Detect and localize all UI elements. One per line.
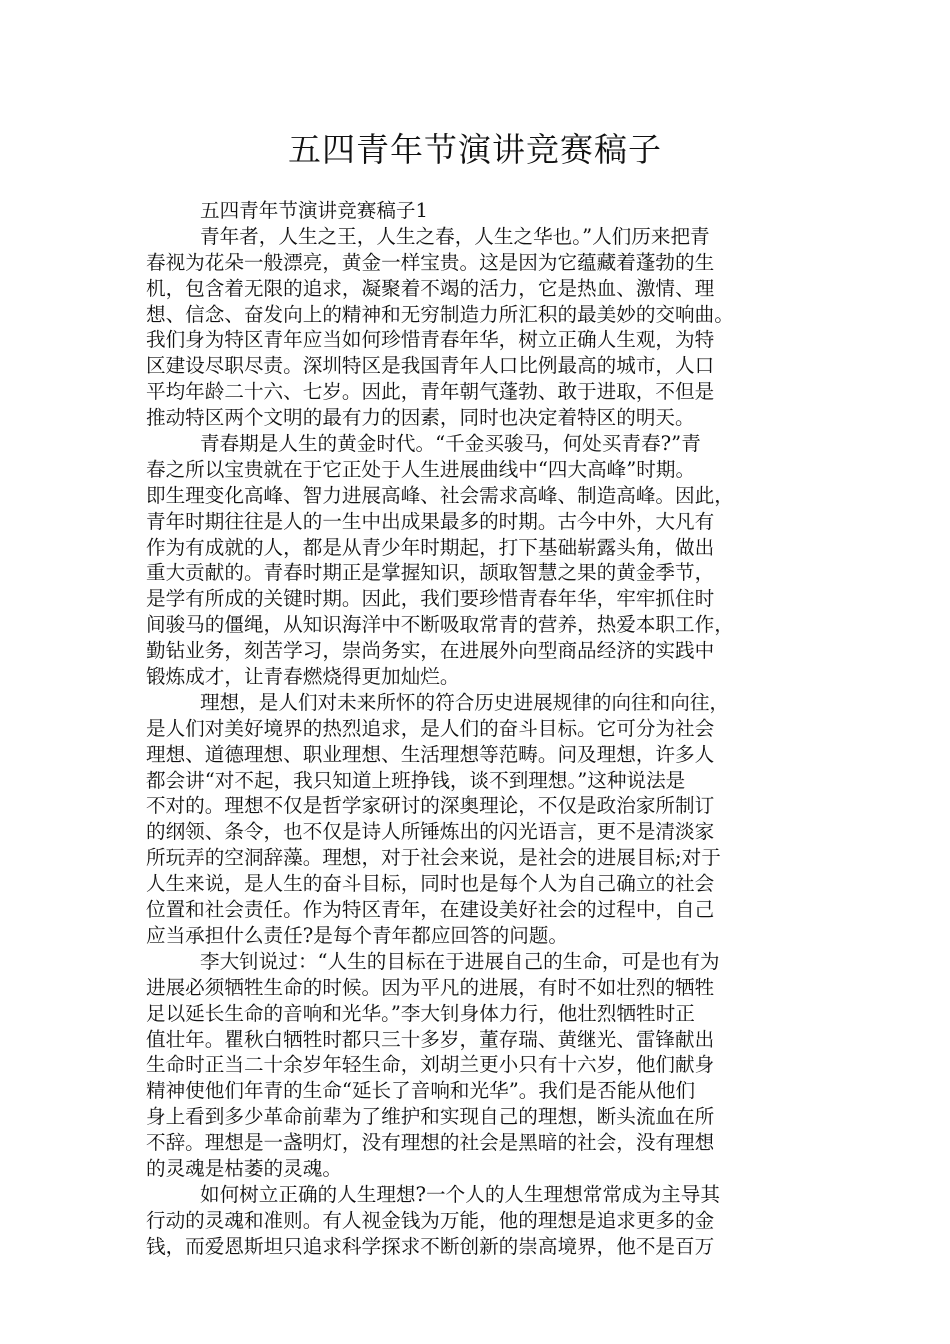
section-heading: 五四青年节演讲竞赛稿子1 (200, 199, 428, 222)
text-line: 推动特区两个文明的最有力的因素，同时也决定着特区的明天。 (146, 406, 695, 430)
text-line: 即生理变化高峰、智力进展高峰、社会需求高峰、制造高峰。因此， (146, 483, 734, 507)
text-line: 是人们对美好境界的热烈追求，是人们的奋斗目标。它可分为社会 (146, 716, 715, 740)
text-line: 的灵魂是枯萎的灵魂。 (146, 1156, 342, 1180)
text-line: 我们身为特区青年应当如何珍惜青春年华，树立正确人生观，为特 (146, 328, 715, 352)
text-line: 足以延长生命的音响和光华。”李大钊身体力行，他壮烈牺牲时正 (146, 1001, 695, 1025)
text-line: 是学有所成的关键时期。因此，我们要珍惜青春年华，牢牢抓住时 (146, 587, 715, 611)
text-line: 位置和社会责任。作为特区青年，在建设美好社会的过程中，自己 (146, 898, 715, 922)
text-line: 青年时期往往是人的一生中出成果最多的时期。古今中外，大凡有 (146, 509, 715, 533)
text-line: 李大钊说过：“人生的目标在于进展自己的生命，可是也有为 (200, 949, 720, 973)
text-line: 春之所以宝贵就在于它正处于人生进展曲线中“四大高峰”时期。 (146, 457, 696, 481)
text-line: 勤钻业务，刻苦学习，崇尚务实，在进展外向型商品经济的实践中 (146, 639, 715, 663)
text-line: 的纲领、条令，也不仅是诗人所锤炼出的闪光语言，更不是清淡家 (146, 820, 715, 844)
text-line: 钱，而爱恩斯坦只追求科学探求不断创新的崇高境界，他不是百万 (146, 1234, 715, 1258)
text-line: 区建设尽职尽责。深圳特区是我国青年人口比例最高的城市，人口 (146, 354, 715, 378)
text-line: 间骏马的僵绳，从知识海洋中不断吸取常青的营养，热爱本职工作， (146, 613, 734, 637)
text-line: 行动的灵魂和准则。有人视金钱为万能，他的理想是追求更多的金 (146, 1208, 715, 1232)
text-line: 应当承担什么责任?是每个青年都应回答的问题。 (146, 923, 568, 947)
text-line: 值壮年。瞿秋白牺牲时都只三十多岁，董存瑞、黄继光、雷锋献出 (146, 1027, 715, 1051)
text-line: 都会讲“对不起，我只知道上班挣钱，谈不到理想。”这种说法是 (146, 768, 686, 792)
text-line: 锻炼成才，让青春燃烧得更加灿烂。 (146, 665, 460, 689)
text-line: 青春期是人生的黄金时代。“千金买骏马，何处买青春?”青 (200, 432, 701, 456)
text-line: 机，包含着无限的追求，凝聚着不竭的活力，它是热血、激情、理 (146, 276, 715, 300)
document-body (146, 198, 806, 1260)
text-line: 进展必须牺牲生命的时候。因为平凡的进展，有时不如壮烈的牺牲 (146, 975, 715, 999)
text-line: 想、信念、奋发向上的精神和无穷制造力所汇积的最美妙的交响曲。 (146, 302, 734, 326)
text-line: 如何树立正确的人生理想?一个人的人生理想常常成为主导其 (200, 1182, 720, 1206)
text-line: 平均年龄二十六、七岁。因此，青年朝气蓬勃、敢于进取，不但是 (146, 380, 715, 404)
text-line: 生命时正当二十余岁年轻生命，刘胡兰更小只有十六岁，他们献身 (146, 1053, 715, 1077)
text-line: 所玩弄的空洞辞藻。理想，对于社会来说，是社会的进展目标;对于 (146, 846, 721, 870)
text-line: 不对的。理想不仅是哲学家研讨的深奥理论，不仅是政治家所制订 (146, 794, 715, 818)
text-line: 作为有成就的人，都是从青少年时期起，打下基础崭露头角，做出 (146, 535, 715, 559)
text-line: 理想、道德理想、职业理想、生活理想等范畴。问及理想，许多人 (146, 742, 715, 766)
text-line: 重大贡献的。青春时期正是掌握知识，颉取智慧之果的黄金季节， (146, 561, 715, 585)
text-line: 青年者，人生之王，人生之春，人生之华也。”人们历来把青 (200, 224, 710, 248)
text-line: 精神使他们年青的生命“延长了音响和光华”。我们是否能从他们 (146, 1079, 696, 1103)
page-title: 五四青年节演讲竞赛稿子 (288, 130, 662, 169)
text-line: 不辞。理想是一盏明灯，没有理想的社会是黑暗的社会，没有理想 (146, 1131, 715, 1155)
text-line: 春视为花朵一般漂亮，黄金一样宝贵。这是因为它蕴藏着蓬勃的生 (146, 250, 715, 274)
text-line: 人生来说，是人生的奋斗目标，同时也是每个人为自己确立的社会 (146, 872, 715, 896)
text-line: 理想，是人们对未来所怀的符合历史进展规律的向往和向往， (200, 690, 730, 714)
text-line: 身上看到多少革命前辈为了维护和实现自己的理想，断头流血在所 (146, 1105, 715, 1129)
